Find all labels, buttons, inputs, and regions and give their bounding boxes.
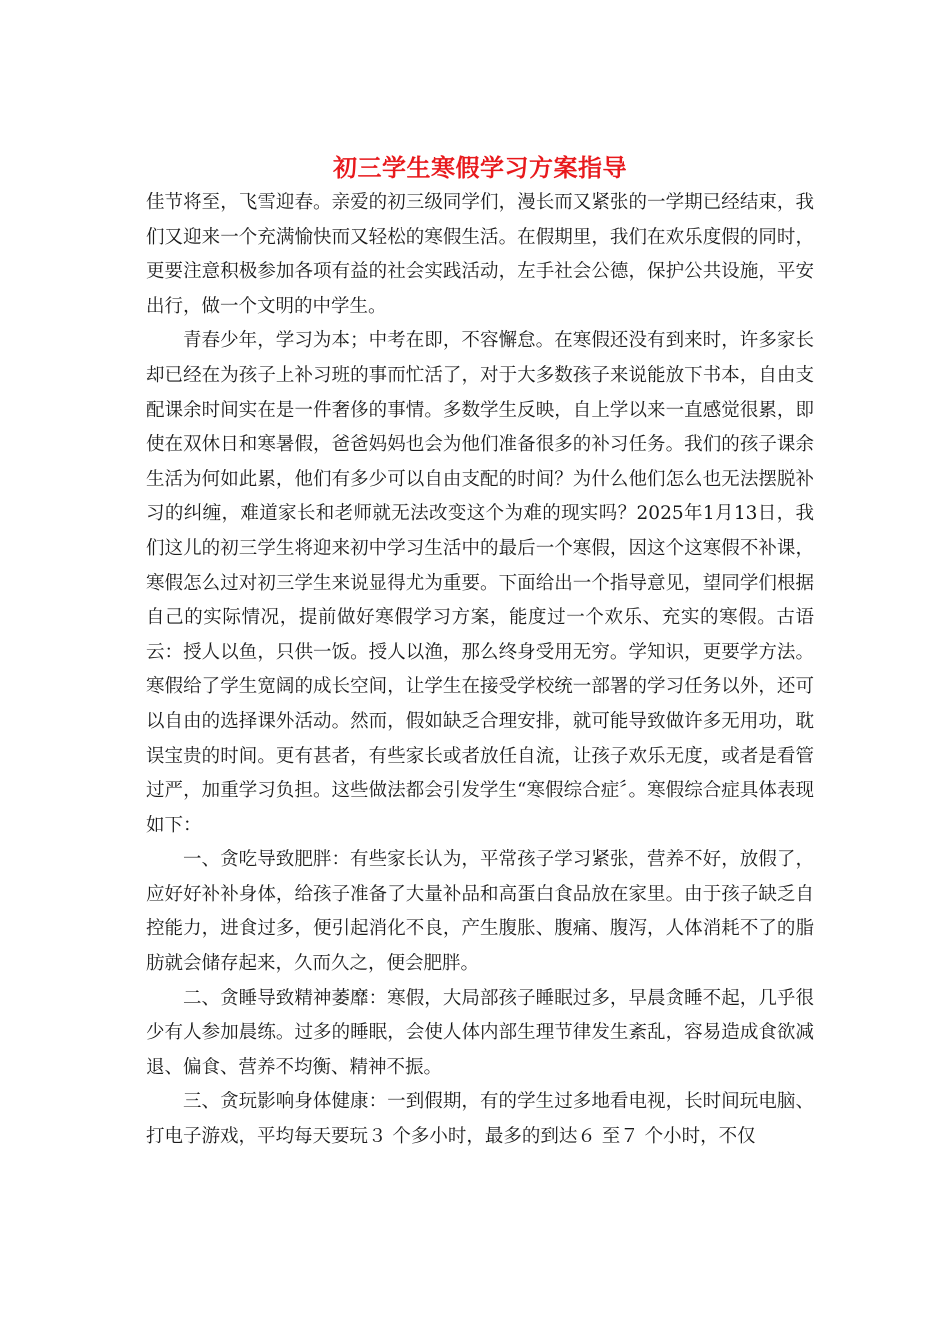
paragraph-study-focus: 青春少年，学习为本；中考在即，不容懈怠。在寒假还没有到来时，许多家长却已经在为孩子上补习班的事而忙活了，对于大多数孩子来说能放下书本，自由支配课余时间实在是一件奢侈的事情。多数学生反映，自上学以来一直感觉很累，即使在双休日和寒暑假，爸爸妈妈也会为他们准备很多的补习任务。我们的孩子课余生活为何如此累，他们有多少可以自由支配的时间？为什么他们怎么也无法摆脱补习的纠缠，难道家长和老师就无法改变这个为难的现实吗？2025年1月13日，我们这儿的初三学生将迎来初中学习生活中的最后一个寒假，因这个这寒假不补课，寒假怎么过对初三学生来说显得尤为重要。下面给出一个指导意见，望同学们根据自己的实际情况，提前做好寒假学习方案，能度过一个欢乐、充实的寒假。古语云：授人以鱼，只供一饭。授人以渔，那么终身受用无穷。学知识，更要学方法。寒假给了学生宽阔的成长空间，让学生在接受学校统一部署的学习任务以外，还可以自由的选择课外活动。然而，假如缺乏合理安排，就可能导致做许多无用功，耽误宝贵的时间。更有甚者，有些家长或者放任自流，让孩子欢乐无度，或者是看管过严，加重学习负担。这些做法都会引发学生“寒假综合症〞。寒假综合症具体表现如下： <box>146 330 814 836</box>
document-title: 初三学生寒假学习方案指导 <box>333 153 627 182</box>
document-page <box>146 150 814 1155</box>
paragraph-overeating: 一、贪吃导致肥胖：有些家长认为，平常孩子学习紧张，营养不好，放假了，应好好补补身体，给孩子准备了大量补品和高蛋白食品放在家里。由于孩子缺乏自控能力，进食过多，便引起消化不良，产生腹胀、腹痛、腹泻，人体消耗不了的脂肪就会储存起来，久而久之，便会肥胖。 <box>146 849 814 975</box>
paragraph-oversleeping: 二、贪睡导致精神萎靡：寒假，大局部孩子睡眠过多，早晨贪睡不起，几乎很少有人参加晨练。过多的睡眠，会使人体内部生理节律发生紊乱，容易造成食欲减退、偏食、营养不均衡、精神不振。 <box>146 987 814 1078</box>
paragraph-intro: 佳节将至，飞雪迎春。亲爱的初三级同学们，漫长而又紧张的一学期已经结束，我们又迎来一个充满愉快而又轻松的寒假生活。在假期里，我们在欢乐度假的同时，更要注意积极参加各项有益的社会实践活动，左手社会公德，保护公共设施，平安出行，做一个文明的中学生。 <box>146 192 814 317</box>
paragraph-overplaying: 三、贪玩影响身体健康：一到假期，有的学生过多地看电视，长时间玩电脑、打电子游戏，平均每天要玩３ 个多小时，最多的到达６ 至７ 个小时，不仅 <box>146 1091 814 1148</box>
